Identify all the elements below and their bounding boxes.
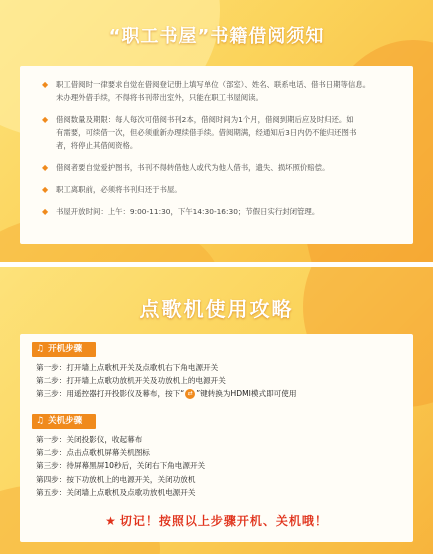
karaoke-guide-panel — [0, 267, 433, 554]
music-note-icon: ♫ — [36, 344, 45, 354]
notice-rule-line: 职工离职前，必须将书刊归还于书屋。 — [56, 185, 182, 194]
notice-rule-line: 未办理外借手续，不得将书刊带出室外，只能在职工书屋阅读。 — [56, 93, 263, 102]
guide-title: 点歌机使用攻略 — [139, 297, 294, 321]
notice-rule-line: 有需要，可续借一次，但必须重新办理续借手续。借阅期满，经通知后3日内仍不能归还图书 — [56, 128, 357, 137]
notice-title: “职工书屋”书籍借阅须知 — [108, 26, 325, 47]
notice-rule-line: 者，将停止其借阅资格。 — [56, 141, 138, 150]
step-text: ”键转换为HDMI模式即可使用 — [196, 389, 297, 399]
power-off-heading — [32, 414, 96, 429]
notice-rule — [42, 183, 399, 196]
book-notice-panel — [0, 0, 433, 262]
list-item: 第一步：打开墙上点歌机开关及点歌机右下角电源开关 — [36, 363, 219, 372]
diamond-icon: ◆ — [42, 115, 49, 124]
list-item: 第二步：打开墙上点歌功放机开关及功放机上的电源开关 — [36, 376, 226, 386]
notice-rule-line: 书屋开放时间：上午：9:00-11:30，下午14:30-16:30；节假日实行封闭管理。 — [56, 207, 320, 216]
list-item: 第二步：点击点歌机屏幕关机图标 — [36, 448, 150, 458]
power-off-heading-label: 关机步骤 — [48, 416, 83, 426]
notice-rule — [42, 113, 399, 152]
list-item: 第四步：按下功放机上的电源开关，关闭功放机 — [36, 474, 196, 484]
power-off-steps — [36, 433, 406, 499]
list-item — [36, 387, 406, 400]
warning-text: 切记！按照以上步骤开机、关机哦！ — [119, 514, 328, 528]
power-on-steps — [36, 361, 406, 401]
diamond-icon: ◆ — [42, 80, 49, 89]
notice-rule — [42, 161, 399, 174]
warning-message — [0, 512, 433, 529]
notice-rule — [42, 205, 399, 218]
power-on-heading — [32, 342, 96, 357]
source-key-icon: ⇄ — [185, 389, 195, 399]
notice-card — [20, 66, 413, 244]
step-text: 第三步：用遥控器打开投影仪及幕布，按下“ — [36, 389, 185, 399]
notice-rule-line: 职工借阅时一律要求自觉在借阅登记册上填写单位（部室）、姓名、联系电话、借书日期等信息。 — [56, 80, 371, 89]
diamond-icon: ◆ — [42, 185, 49, 194]
notice-rule-line: 借阅者要自觉爱护图书，书刊不得转借他人或代为他人借书，遗失、损坏照价赔偿。 — [56, 163, 330, 172]
diamond-icon: ◆ — [42, 207, 49, 216]
notice-rule — [42, 78, 399, 104]
guide-card — [20, 334, 413, 542]
star-icon: ★ — [105, 514, 117, 528]
list-item: 第三步：待屏幕黑屏10秒后，关闭右下角电源开关 — [36, 461, 206, 471]
diamond-icon: ◆ — [42, 163, 49, 172]
list-item: 第一步：关闭投影仪，收起幕布 — [36, 435, 143, 444]
power-on-heading-label: 开机步骤 — [48, 344, 83, 354]
list-item: 第五步：关闭墙上点歌机及点歌功放机电源开关 — [36, 487, 196, 497]
notice-rule-line: 借阅数量及期限：每人每次可借阅书刊2本，借阅时间为1个月，借阅到期后应及时归还。如 — [56, 115, 354, 124]
music-note-icon: ♫ — [36, 416, 45, 426]
